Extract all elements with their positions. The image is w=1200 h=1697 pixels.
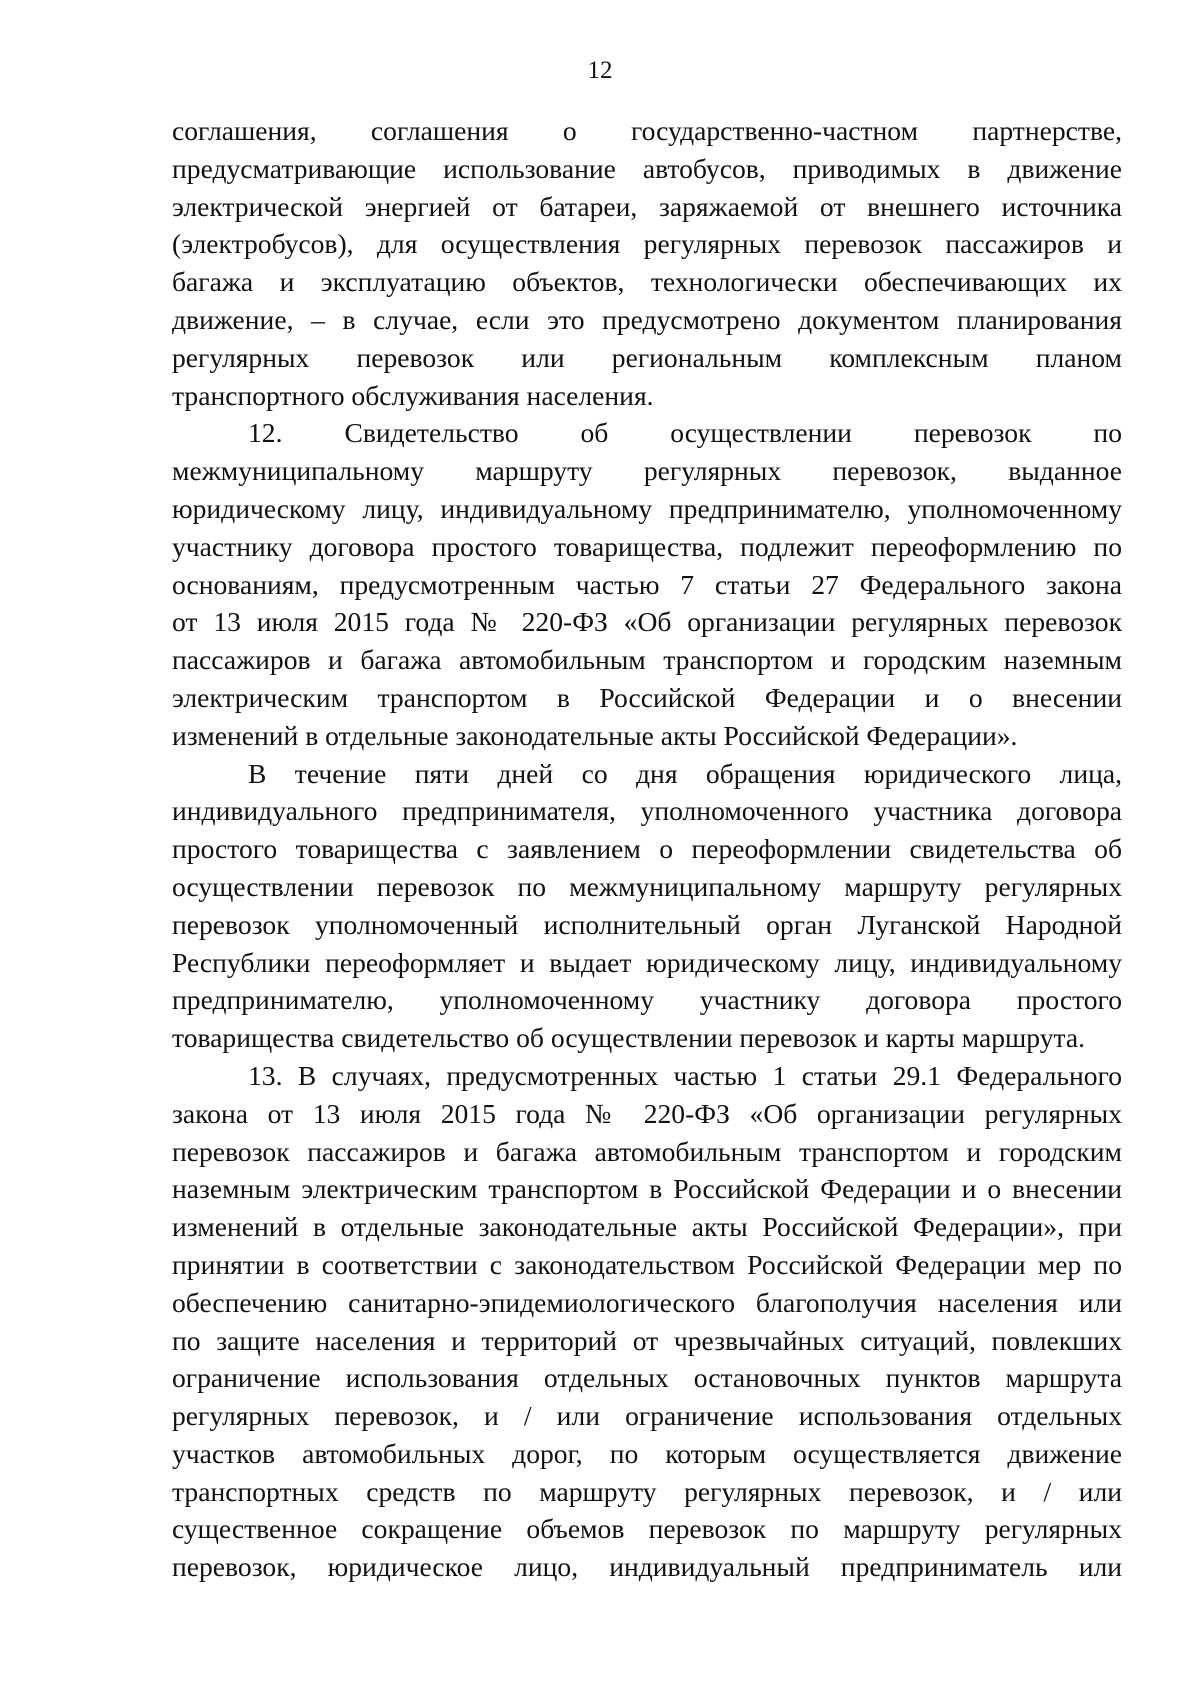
text-line: перевозок, юридическое лицо, индивидуальный предприниматель или — [172, 1551, 1122, 1583]
text-line: 13. В случаях, предусмотренных частью 1 статьи 29.1 Федерального — [248, 1059, 1122, 1091]
text-line: участнику договора простого товарищества, подлежит переоформлению по — [172, 530, 1122, 562]
text-line: регулярных перевозок, и / или ограничение использования отдельных — [172, 1400, 1122, 1432]
text-line: закона от 13 июля 2015 года № 220-ФЗ «Об организации регулярных — [172, 1097, 1122, 1129]
document-body — [172, 112, 1122, 1586]
paragraph-3 — [172, 755, 1122, 1057]
paragraph-4 — [172, 1057, 1122, 1586]
text-line: соглашения, соглашения о государственно-частном партнерстве, — [172, 115, 1122, 146]
text-line: Республики переоформляет и выдает юридическому лицу, индивидуальному — [172, 946, 1122, 978]
text-line: от 13 июля 2015 года № 220-ФЗ «Об организации регулярных перевозок — [172, 606, 1122, 638]
text-line: межмуниципальному маршруту регулярных перевозок, выданное — [172, 455, 1122, 487]
text-line: участков автомобильных дорог, по которым осуществляется движение — [172, 1437, 1122, 1469]
text-line: товарищества свидетельство об осуществлении перевозок и карты маршрута. — [172, 1022, 1086, 1054]
paragraph-1 — [172, 112, 1122, 414]
text-line: перевозок пассажиров и багажа автомобильным транспортом и городским — [172, 1135, 1122, 1167]
text-line: принятии в соответствии с законодательством Российской Федерации мер по — [172, 1248, 1122, 1280]
text-line: транспортных средств по маршруту регулярных перевозок, и / или — [172, 1475, 1122, 1507]
text-line: наземным электрическим транспортом в Российской Федерации и о внесении — [172, 1173, 1122, 1205]
text-line: (электробусов), для осуществления регулярных перевозок пассажиров и — [172, 228, 1122, 260]
text-line: пассажиров и багажа автомобильным транспортом и городским наземным — [172, 644, 1122, 676]
text-line: юридическому лицу, индивидуальному предпринимателю, уполномоченному — [172, 492, 1122, 524]
paragraph-2 — [172, 414, 1122, 754]
text-line: В течение пяти дней со дня обращения юридического лица, — [248, 757, 1122, 789]
text-line: осуществлении перевозок по межмуниципальному маршруту регулярных — [172, 870, 1122, 902]
text-line: изменений в отдельные законодательные акты Российской Федерации», при — [172, 1211, 1122, 1243]
page-number: 12 — [587, 57, 613, 84]
text-line: существенное сокращение объемов перевозок по маршруту регулярных — [172, 1513, 1122, 1545]
text-line: транспортного обслуживания населения. — [172, 379, 654, 411]
text-line: обеспечению санитарно-эпидемиологического благополучия населения или — [172, 1286, 1122, 1318]
text-line: багажа и эксплуатацию объектов, технологически обеспечивающих их — [172, 266, 1122, 298]
text-line: электрической энергией от батареи, заряжаемой от внешнего источника — [172, 190, 1122, 222]
text-line: предпринимателю, уполномоченному участнику договора простого — [172, 984, 1122, 1016]
text-line: движение, – в случае, если это предусмотрено документом планирования — [172, 303, 1122, 335]
text-line: ограничение использования отдельных остановочных пунктов маршрута — [172, 1362, 1122, 1394]
text-line: основаниям, предусмотренным частью 7 статьи 27 Федерального закона — [172, 568, 1122, 600]
text-line: электрическим транспортом в Российской Федерации и о внесении — [172, 681, 1122, 713]
text-line: 12. Свидетельство об осуществлении перевозок по — [248, 417, 1122, 449]
text-line: предусматривающие использование автобусов, приводимых в движение — [172, 152, 1122, 184]
text-line: регулярных перевозок или региональным комплексным планом — [172, 341, 1122, 373]
text-line: индивидуального предпринимателя, уполномоченного участника договора — [172, 795, 1122, 827]
text-line: изменений в отдельные законодательные акты Российской Федерации». — [172, 719, 1018, 751]
text-line: перевозок уполномоченный исполнительный орган Луганской Народной — [172, 908, 1122, 940]
text-line: по защите населения и территорий от чрезвычайных ситуаций, повлекших — [172, 1324, 1122, 1356]
text-line: простого товарищества с заявлением о переоформлении свидетельства об — [172, 833, 1122, 865]
